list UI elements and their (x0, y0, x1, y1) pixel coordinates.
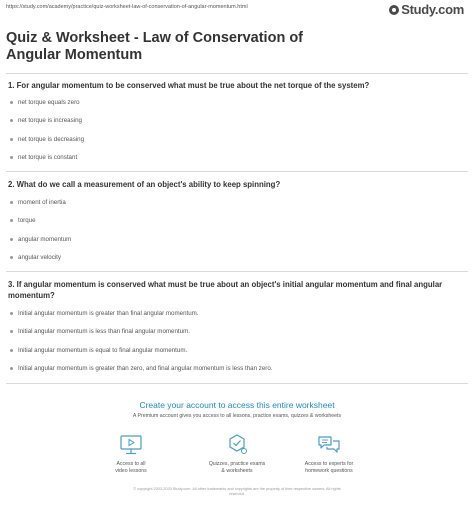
answer-option[interactable] (10, 217, 36, 224)
divider (6, 383, 468, 384)
divider (6, 271, 468, 272)
premium-promo (0, 400, 474, 419)
chat-bubbles-icon (316, 434, 342, 456)
radio-icon[interactable] (10, 219, 13, 222)
feature-line: Quizzes, practice exams (208, 461, 266, 467)
answer-label: Initial angular momentum is greater than final angular momentum. (18, 310, 199, 317)
footer-line: © copyright 2003-2020 Study.com. All other trademarks and copyrights are the property of their respective owners. All rights (133, 487, 341, 491)
radio-icon[interactable] (10, 312, 13, 315)
question-1: 1. For angular momentum to be conserved what must be true about the net torque of the system? (8, 81, 370, 90)
answer-option[interactable] (10, 199, 66, 206)
answer-label: Initial angular momentum is less than final angular momentum. (18, 328, 190, 335)
answer-option[interactable] (10, 154, 77, 161)
feature-line: Access to experts for (304, 461, 354, 467)
feature-line: & worksheets (221, 467, 253, 474)
answer-option[interactable] (10, 99, 80, 106)
answer-label: angular velocity (18, 254, 61, 261)
answer-label: Initial angular momentum is equal to final angular momentum. (18, 347, 188, 354)
promo-headline[interactable]: Create your account to access this entire worksheet (139, 400, 335, 410)
answer-option[interactable] (10, 236, 71, 243)
quiz-hexagon-icon (224, 434, 250, 456)
answer-option[interactable] (10, 347, 187, 354)
footer-line: reserved. (229, 492, 245, 496)
video-screen-icon (118, 434, 144, 456)
study-logo[interactable] (389, 2, 464, 17)
feature-video (86, 434, 176, 474)
page-title: Quiz & Worksheet - Law of Conservation of Angular Momentum (6, 30, 304, 63)
answer-option[interactable] (10, 310, 199, 317)
feature-experts (284, 434, 374, 474)
feature-quizzes (192, 434, 282, 474)
answer-label: angular momentum (18, 236, 72, 243)
radio-icon[interactable] (10, 349, 13, 352)
answer-option[interactable] (10, 365, 273, 372)
answer-label: net torque is increasing (18, 117, 82, 124)
radio-icon[interactable] (10, 138, 13, 141)
logo-icon (389, 5, 399, 15)
answer-option[interactable] (10, 117, 82, 124)
radio-icon[interactable] (10, 330, 13, 333)
answer-label: net torque is constant (18, 154, 78, 161)
divider (6, 171, 468, 172)
radio-icon[interactable] (10, 119, 13, 122)
answer-option[interactable] (10, 136, 84, 143)
divider (6, 73, 468, 74)
logo-text: Study.com (401, 2, 464, 17)
radio-icon[interactable] (10, 256, 13, 259)
copyright-footer (0, 487, 474, 497)
answer-label: torque (18, 217, 36, 224)
feature-line: Access to all (116, 461, 146, 467)
answer-label: Initial angular momentum is greater than zero, and final angular momentum is less than zero. (18, 365, 273, 372)
answer-label: moment of inertia (18, 199, 66, 206)
answer-label: net torque is decreasing (18, 136, 85, 143)
radio-icon[interactable] (10, 238, 13, 241)
top-bar (0, 0, 474, 16)
answer-option[interactable] (10, 254, 61, 261)
promo-subtext: A Premium account gives you access to all lessons, practice exams, quizzes & worksheets (132, 413, 342, 419)
radio-icon[interactable] (10, 367, 13, 370)
answer-option[interactable] (10, 328, 190, 335)
radio-icon[interactable] (10, 201, 13, 204)
question-2: 2. What do we call a measurement of an object's ability to keep spinning? (8, 180, 281, 189)
feature-line: homework questions (305, 467, 353, 474)
radio-icon[interactable] (10, 101, 13, 104)
question-3: 3. If angular momentum is conserved what must be true about an object's initial angular momentum and final angular momentum? (8, 280, 443, 300)
feature-line: video lessons (115, 467, 147, 474)
page-url: https://study.com/academy/practice/quiz-worksheet-law-of-conservation-of-angular-momentum.html (6, 4, 248, 10)
answer-label: net torque equals zero (18, 99, 80, 106)
radio-icon[interactable] (10, 156, 13, 159)
